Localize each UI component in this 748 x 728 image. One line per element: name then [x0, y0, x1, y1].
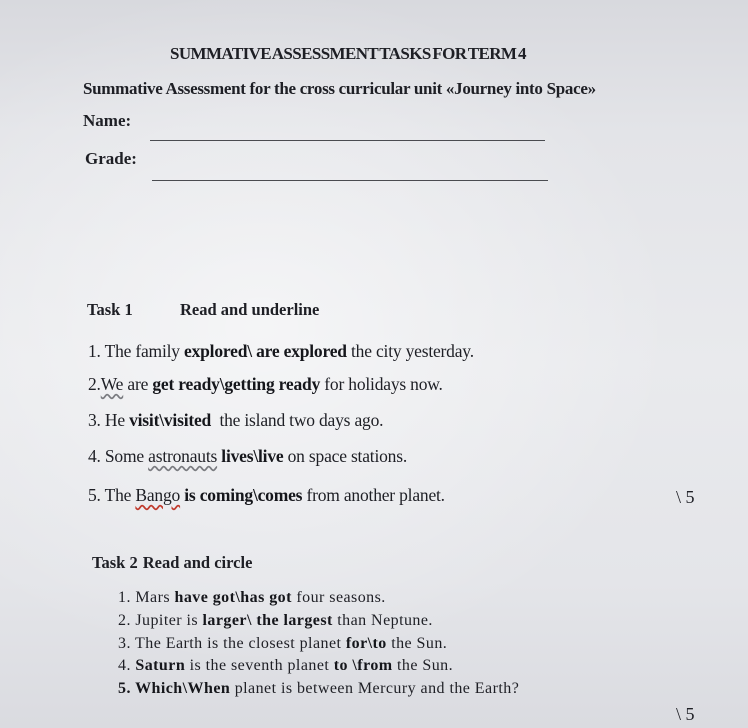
task1-item-5-misspelled-word: Bango [135, 485, 181, 505]
grade-blank-line [152, 180, 548, 181]
task1-instruction: Read and underline [180, 300, 320, 319]
task2-item-3 [118, 635, 447, 653]
task2-item-5-number: 5. [118, 680, 136, 697]
task1-item-4-underlined-word: astronauts [148, 446, 218, 466]
task1-item-4-text: 4. Some [88, 446, 149, 466]
task1-item-2-text: are [123, 374, 153, 394]
task2-item-2-options: larger\ the largest [202, 612, 333, 629]
task2-item-3-text-end: the Sun. [386, 635, 448, 652]
task2-item-2-text: 2. Jupiter is [118, 612, 203, 629]
task2-item-1-text-end: four seasons. [291, 589, 386, 606]
task1-item-5-text-end: from another planet. [302, 485, 445, 505]
task1-item-4-text-end: on space stations. [283, 446, 407, 466]
task2-item-4-subject: Saturn [135, 657, 186, 674]
grade-label: Grade: [85, 149, 137, 168]
task1-item-1-options: explored\ are explored [184, 341, 347, 361]
task1-item-1-text-end: the city yesterday. [346, 341, 474, 361]
page-subtitle: Summative Assessment for the cross curricular unit «Journey into Space» [83, 79, 596, 98]
task2-item-2-text-end: than Neptune. [332, 612, 433, 629]
task1-item-1 [88, 341, 474, 362]
task1-score: \ 5 [676, 487, 695, 507]
task2-item-4-options: to \from [333, 657, 393, 674]
task1-item-3-text: 3. He [88, 410, 130, 430]
task1-item-5-text: 5. The [88, 485, 136, 505]
task2-item-1-text: 1. Mars [118, 589, 175, 606]
task1-item-4-options: lives\live [221, 446, 284, 466]
task1-label: Task 1 [87, 300, 133, 319]
task2-score: \ 5 [676, 704, 695, 724]
task2-item-4 [118, 657, 453, 675]
name-label: Name: [83, 111, 132, 130]
task1-item-2-text-end: for holidays now. [320, 374, 443, 394]
task2-instruction: Read and circle [142, 553, 253, 572]
task2-item-4-number: 4. [118, 657, 136, 674]
task1-item-5-options: is coming\comes [184, 485, 303, 505]
name-blank-line [150, 140, 545, 141]
task2-item-5-text-end: planet is between Mercury and the Earth? [230, 680, 520, 697]
task2-item-4-text: is the seventh planet [185, 657, 334, 674]
task1-item-2-number: 2. [88, 374, 101, 394]
task1-item-3-text-end: the island two days ago. [211, 410, 384, 430]
task2-item-1-options: have got\has got [174, 589, 292, 606]
page-title: SUMMATIVE ASSESSMENT TASKS FOR TERM 4 [170, 44, 526, 63]
task2-item-1 [118, 589, 386, 607]
task1-item-3-options: visit\visited [129, 410, 212, 430]
task1-item-2 [88, 374, 443, 395]
task2-heading [92, 553, 252, 573]
task2-label: Task 2 [92, 553, 138, 572]
task2-item-4-text-end: the Sun. [392, 657, 454, 674]
task2-item-3-options: for\to [345, 635, 387, 652]
task2-item-5 [118, 680, 519, 698]
task1-item-3 [88, 410, 383, 431]
task1-item-1-text: 1. The family [88, 341, 185, 361]
task1-item-2-underlined-word: We [100, 374, 124, 394]
task1-item-5 [88, 485, 445, 506]
task2-item-5-options: Which\When [135, 680, 231, 697]
task1-item-4 [88, 446, 407, 467]
task1-item-2-options: get ready\getting ready [152, 374, 321, 394]
task2-item-3-text: 3. The Earth is the closest planet [118, 635, 346, 652]
task2-item-2 [118, 612, 433, 630]
